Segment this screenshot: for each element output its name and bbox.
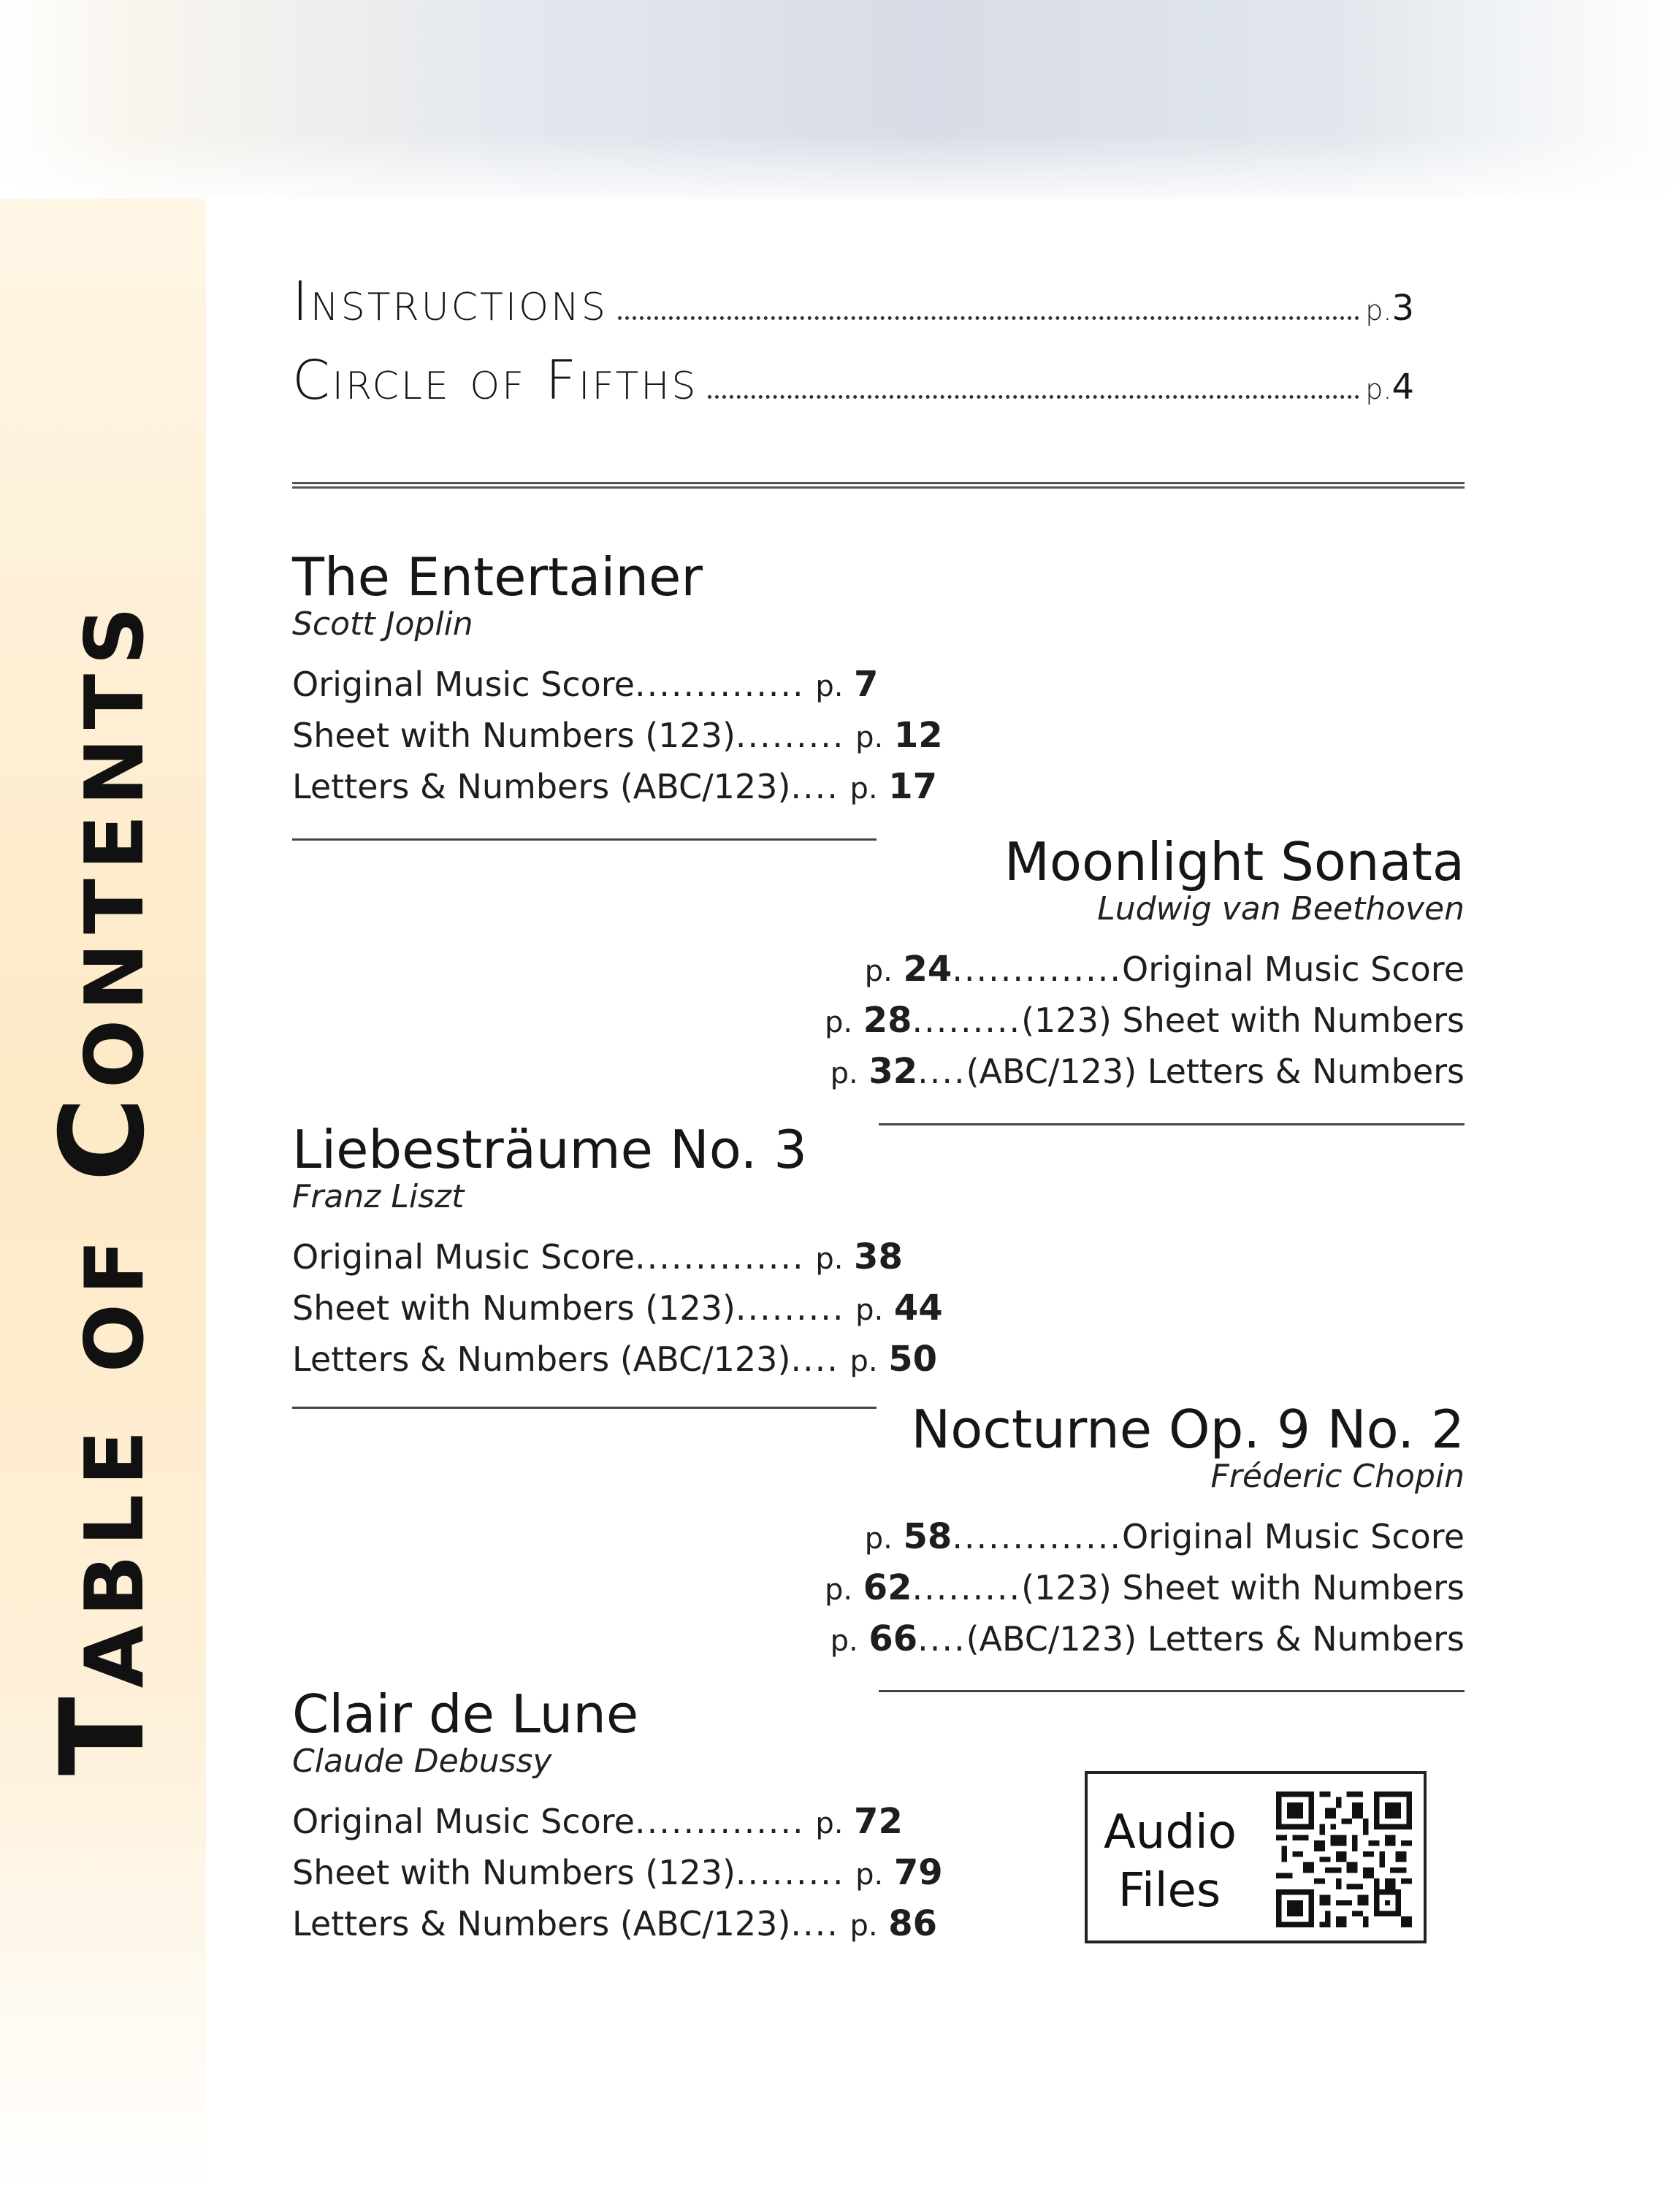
toc-entry[interactable]: Original Music Score.............. p. 38	[292, 1236, 903, 1277]
toc-entry-page: p.4	[1365, 367, 1414, 408]
piece-composer: Claude Debussy	[292, 1743, 552, 1780]
toc-entry[interactable]: Sheet with Numbers (123)......... p. 79	[292, 1852, 943, 1893]
toc-entry[interactable]: p. 58..............Original Music Score	[864, 1516, 1465, 1557]
piece-composer: Fréderic Chopin	[1210, 1458, 1465, 1495]
piece-title: The Entertainer	[292, 546, 703, 608]
header-gradient-band	[0, 0, 1680, 199]
piece-title: Moonlight Sonata	[1004, 831, 1465, 892]
piece-composer: Scott Joplin	[292, 605, 473, 643]
piece-title: Liebesträume No. 3	[292, 1119, 808, 1180]
qr-code-icon[interactable]	[1276, 1792, 1412, 1927]
toc-entry[interactable]: Letters & Numbers (ABC/123).... p. 50	[292, 1339, 938, 1380]
piece-composer: Franz Liszt	[292, 1178, 465, 1215]
toc-entry[interactable]: Letters & Numbers (ABC/123).... p. 86	[292, 1903, 938, 1944]
toc-entry-label: Instructions	[292, 270, 608, 333]
dot-leader	[618, 316, 1359, 320]
toc-entry-label: Circle of Fifths	[292, 349, 698, 412]
divider	[879, 1123, 1465, 1125]
piece-nocturne	[807, 1399, 1465, 1666]
section-divider-double	[292, 482, 1465, 489]
piece-moonlight-sonata	[807, 831, 1465, 1098]
piece-liebestraume	[292, 1119, 950, 1386]
audio-files-label: Audio Files	[1104, 1805, 1237, 1918]
piece-title: Clair de Lune	[292, 1683, 639, 1745]
toc-entry[interactable]: Sheet with Numbers (123)......... p. 12	[292, 715, 943, 756]
piece-composer: Ludwig van Beethoven	[1097, 890, 1465, 928]
divider	[292, 1407, 877, 1409]
piece-title: Nocturne Op. 9 No. 2	[911, 1399, 1465, 1460]
page-title-vertical: Table of Contents	[36, 597, 170, 1776]
toc-entry[interactable]: p. 62.........(123) Sheet with Numbers	[824, 1567, 1465, 1608]
dot-leader	[708, 395, 1359, 399]
piece-the-entertainer	[292, 546, 950, 814]
divider	[879, 1690, 1465, 1692]
toc-entry[interactable]: Sheet with Numbers (123)......... p. 44	[292, 1288, 943, 1328]
toc-entry[interactable]: Letters & Numbers (ABC/123).... p. 17	[292, 766, 938, 807]
toc-entry-instructions[interactable]	[292, 270, 1414, 333]
toc-entry[interactable]: p. 66....(ABC/123) Letters & Numbers	[830, 1618, 1465, 1659]
toc-entry[interactable]: p. 28.........(123) Sheet with Numbers	[824, 1000, 1465, 1041]
piece-clair-de-lune	[292, 1683, 950, 1951]
divider	[292, 838, 877, 841]
audio-files-box[interactable]	[1085, 1771, 1427, 1943]
toc-entry[interactable]: p. 32....(ABC/123) Letters & Numbers	[830, 1051, 1465, 1092]
toc-entry-page: p.3	[1365, 288, 1414, 329]
toc-entry[interactable]: Original Music Score.............. p. 7	[292, 664, 879, 705]
toc-entry[interactable]: p. 24..............Original Music Score	[864, 949, 1465, 990]
toc-entry-circle-of-fifths[interactable]	[292, 349, 1414, 412]
toc-entry[interactable]: Original Music Score.............. p. 72	[292, 1801, 903, 1842]
